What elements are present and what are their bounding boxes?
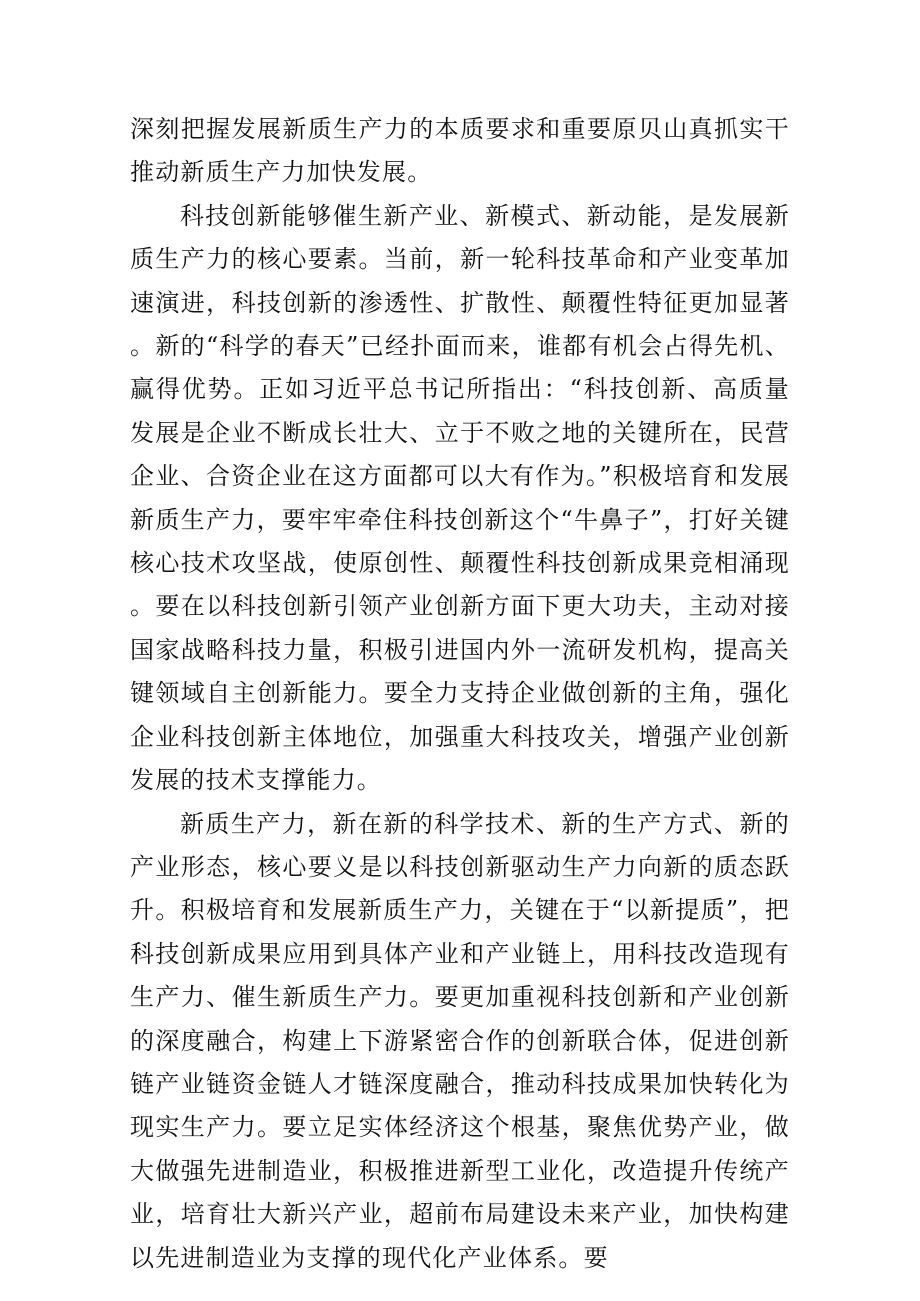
paragraph-1: 深刻把握发展新质生产力的本质要求和重要原贝山真抓实干推动新质生产力加快发展。: [130, 115, 790, 187]
paragraph-3: 新质生产力，新在新的科学技术、新的生产方式、新的产业形态，核心要义是以科技创新驱动生产力向新的质态跃升。积极培育和发展新质生产力，关键在于“以新提质”，把科技创新成果应用到具体产业和产业链上，用科技改造现有生产力、催生新质生产力。要更加重视科技创新和产业创新的深度融合，构建上下游紧密合作的创新联合体，促进创新链产业链资金链人才链深度融合，推动科技成果加快转化为现实生产力。要立足实体经济这个根基，聚焦优势产业，做大做强先进制造业，积极推进新型工业化，改造提升传统产业，培育壮大新兴产业，超前布局建设未来产业，加快构建以先进制造业为支撑的现代化产业体系。要: [130, 809, 790, 1272]
document-body: [130, 108, 790, 1280]
paragraph-2: 科技创新能够催生新产业、新模式、新动能，是发展新质生产力的核心要素。当前，新一轮科技革命和产业变革加速演进，科技创新的渗透性、扩散性、颠覆性特征更加显著。新的“科学的春天”已经扑面而来，谁都有机会占得先机、赢得优势。正如习近平总书记所指出：“科技创新、高质量发展是企业不断成长壮大、立于不败之地的关键所在，民营企业、合资企业在这方面都可以大有作为。”积极培育和发展新质生产力，要牢牢牵住科技创新这个“牛鼻子”，打好关键核心技术攻坚战，使原创性、颠覆性科技创新成果竞相涌现。要在以科技创新引领产业创新方面下更大功夫，主动对接国家战略科技力量，积极引进国内外一流研发机构，提高关键领域自主创新能力。要全力支持企业做创新的主角，强化企业科技创新主体地位，加强重大科技攻关，增强产业创新发展的技术支撑能力。: [130, 201, 790, 795]
